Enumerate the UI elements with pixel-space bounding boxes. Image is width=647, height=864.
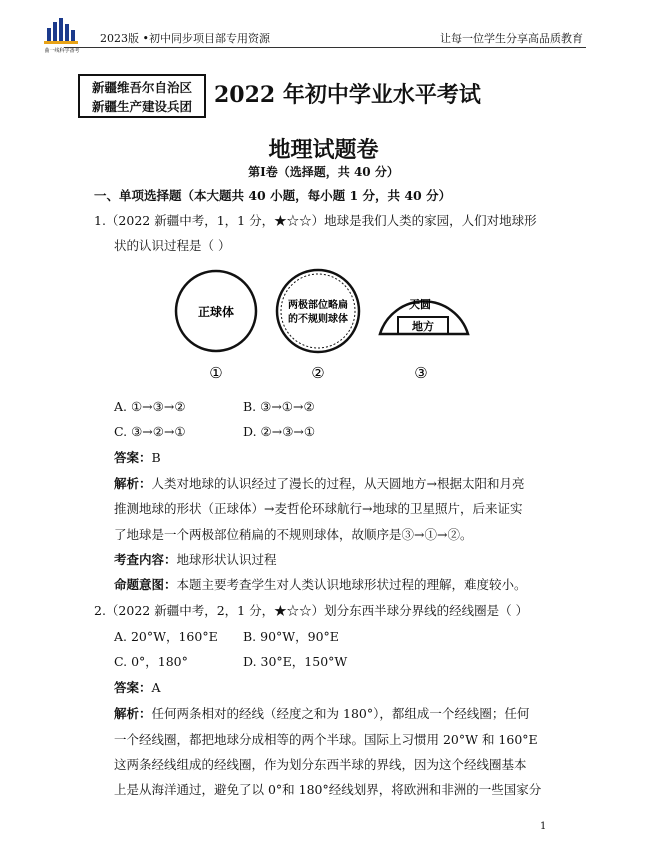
diagram-number-3: ③ <box>414 364 428 382</box>
q1-option-a: A. ①→③→② <box>114 399 186 414</box>
q2-answer <box>114 681 161 695</box>
region-line-2: 新疆生产建设兵团 <box>91 99 192 114</box>
q2-analysis-line-3: 这两条经线组成的经线圈，作为划分东西半球的界线，因为这个经线圈基本 <box>114 757 527 772</box>
q2-analysis-line-4: 上是从海洋通过，避免了以 0°和 180°经线划界，将欧洲和非洲的一些国家分 <box>114 782 542 797</box>
region-line-1: 新疆维吾尔自治区 <box>91 80 192 95</box>
q1-intent <box>114 578 527 592</box>
logo-caption: 曲一线科学备考 <box>44 48 80 54</box>
q1-intent-text: 本题主要考查学生对人类认识地球形状过程的理解，难度较小。 <box>176 577 527 592</box>
q1-stem-line-1: 1.（2022 新疆中考，1，1 分，★☆☆）地球是我们人类的家园，人们对地球形 <box>94 213 537 228</box>
q1-content <box>114 553 277 567</box>
q1-answer-label: 答案： <box>114 450 152 465</box>
q2-analysis-line-2: 一个经线圈，都把地球分成相等的两个半球。国际上习惯用 20°W 和 160°E <box>114 732 538 747</box>
diagram-label-irregular-2: 的不规则球体 <box>288 314 348 325</box>
q1-analysis-line-2: 推测地球的形状（正球体）→麦哲伦环球航行→地球的卫星照片，后来证实 <box>114 501 523 516</box>
q1-answer-value: B <box>151 450 161 465</box>
header-left-text: 2023版 •初中同步项目部专用资源 <box>100 32 270 45</box>
q1-analysis-text-1: 人类对地球的认识经过了漫长的过程，从天圆地方→根据太阳和月亮 <box>151 476 525 491</box>
publisher-logo <box>38 14 86 54</box>
q1-stem-line-2: 状的认识过程是（ ） <box>114 238 231 253</box>
diagram-number-1: ① <box>209 364 223 382</box>
header-rule <box>64 47 586 48</box>
q1-option-b: B. ③→①→② <box>243 399 315 414</box>
exam-title: 2022 年初中学业水平考试 <box>214 82 481 108</box>
q2-analysis-line-1 <box>114 707 529 721</box>
q2-option-c: C. 0°，180° <box>114 654 188 669</box>
q2-analysis-label: 解析： <box>114 706 152 721</box>
header-right-text: 让每一位学生分享高品质教育 <box>440 32 583 45</box>
q2-answer-label: 答案： <box>114 680 152 695</box>
paper-title: 地理试题卷 <box>268 137 379 163</box>
q1-answer <box>114 451 161 465</box>
section-heading: 一、单项选择题（本大题共 40 小题，每小题 1 分，共 40 分） <box>94 188 452 203</box>
region-box <box>78 74 206 118</box>
q2-answer-value: A <box>151 680 161 695</box>
irregular-sphere-outer <box>277 270 359 352</box>
diagram-number-2: ② <box>311 364 325 382</box>
q1-content-label: 考查内容： <box>114 552 177 567</box>
q2-stem-line-1: 2.（2022 新疆中考，2，1 分，★☆☆）划分东西半球分界线的经线圈是（ ） <box>94 603 529 618</box>
page-number: 1 <box>540 821 547 832</box>
q1-intent-label: 命题意图： <box>114 577 177 592</box>
q2-option-d: D. 30°E，150°W <box>243 654 348 669</box>
q1-analysis-line-3: 了地球是一个两极部位稍扁的不规则球体，故顺序是③→①→②。 <box>114 527 473 542</box>
q1-option-c: C. ③→②→① <box>114 424 186 439</box>
diagram-label-irregular-1: 两极部位略扁 <box>288 300 348 311</box>
diagram-label-sphere: 正球体 <box>197 305 235 319</box>
q1-content-text: 地球形状认识过程 <box>176 552 277 567</box>
q2-option-a: A. 20°W，160°E <box>114 629 218 644</box>
q1-earth-shape-diagram <box>172 266 472 384</box>
q1-option-d: D. ②→③→① <box>243 424 316 439</box>
volume-subtitle: 第Ⅰ卷（选择题，共 40 分） <box>248 165 399 179</box>
q1-analysis-label: 解析： <box>114 476 152 491</box>
diagram-label-sky: 天圆 <box>409 298 431 311</box>
q1-analysis-line-1 <box>114 477 525 491</box>
q2-analysis-text-1: 任何两条相对的经线（经度之和为 180°），都组成一个经线圈；任何 <box>151 706 530 721</box>
diagram-label-earth: 地方 <box>412 320 434 333</box>
irregular-sphere-inner <box>281 274 355 348</box>
q2-option-b: B. 90°W，90°E <box>243 629 339 644</box>
